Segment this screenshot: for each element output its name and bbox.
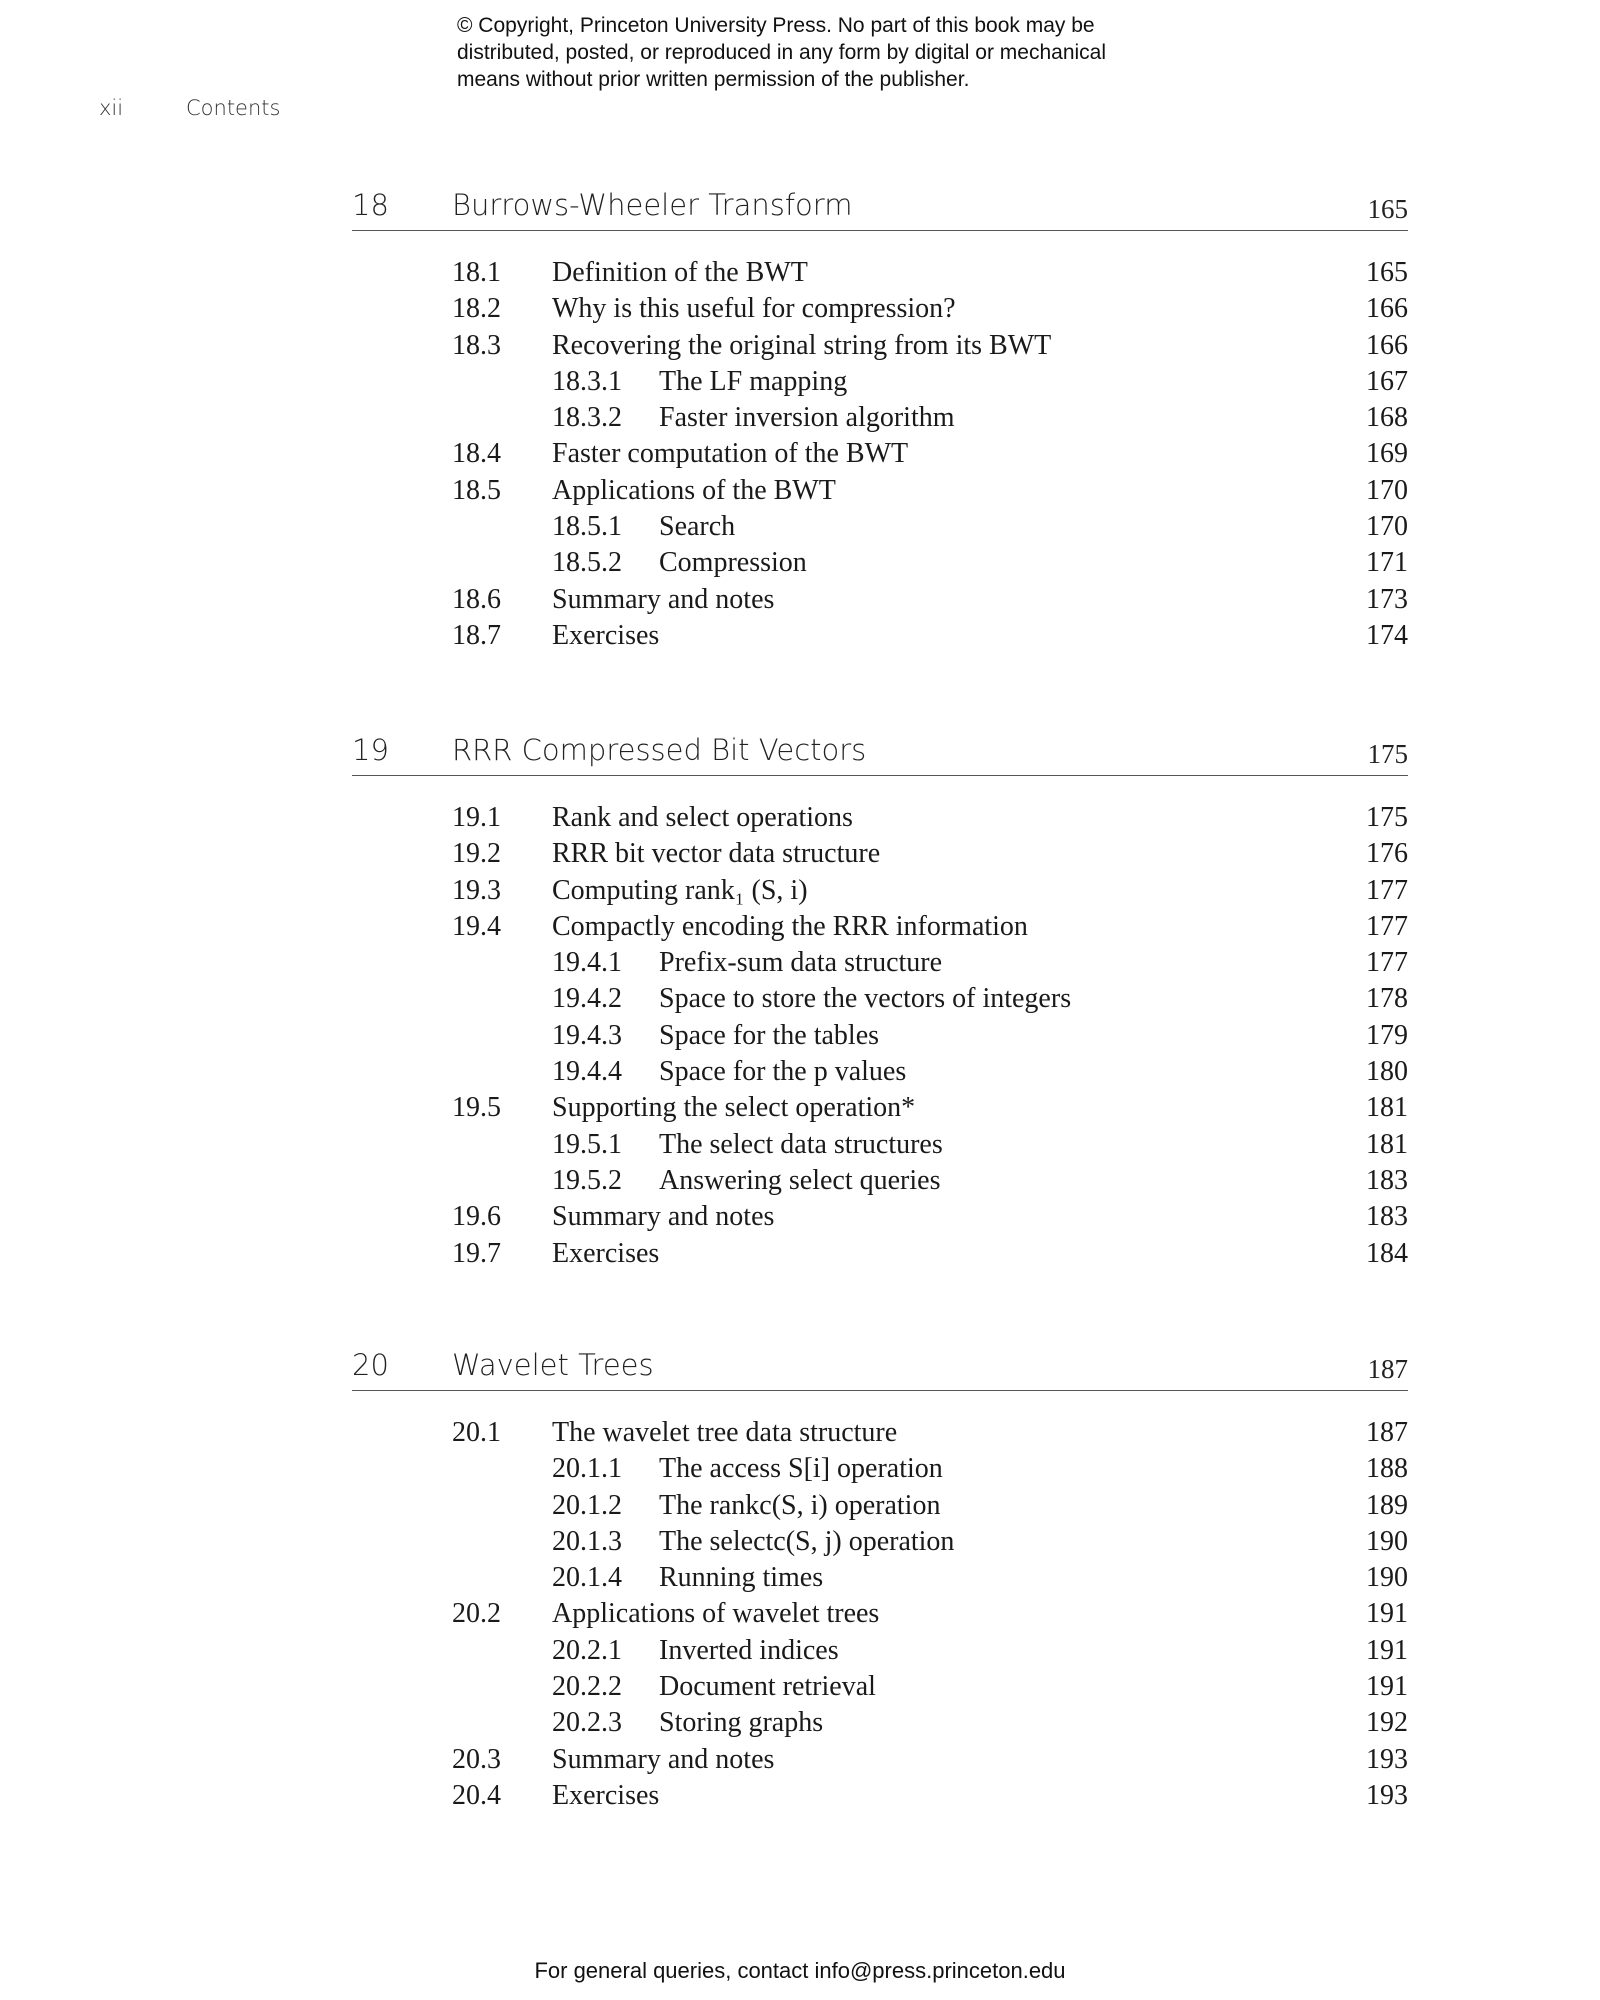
subsection-entry[interactable] (352, 364, 1408, 400)
subsection-entry[interactable] (352, 400, 1408, 436)
section-page: 183 (1366, 1164, 1408, 1196)
copyright-line: distributed, posted, or reproduced in any form by digital or mechanical (457, 41, 1107, 64)
section-number: 18.5.2 (552, 547, 622, 579)
section-number: 18.1 (452, 257, 501, 288)
section-title: Summary and notes (552, 1743, 775, 1775)
section-page: 177 (1366, 947, 1408, 979)
section-number: 19.3 (452, 874, 501, 906)
section-title: Inverted indices (659, 1634, 839, 1666)
subsection-entry[interactable] (352, 1127, 1408, 1163)
subsection-entry[interactable] (352, 945, 1408, 981)
section-page: 166 (1366, 329, 1408, 361)
section-page: 181 (1366, 1128, 1408, 1160)
section-page: 171 (1366, 547, 1408, 579)
section-title: Applications of the BWT (552, 474, 836, 506)
chapter-heading[interactable] (352, 1340, 1408, 1391)
section-number: 18.5.1 (552, 511, 622, 543)
section-number: 19.4.3 (552, 1019, 622, 1051)
section-number: 18.3 (452, 329, 501, 361)
section-title: Supporting the select operation* (552, 1092, 916, 1124)
section-entry[interactable] (352, 1742, 1408, 1778)
subsection-entry[interactable] (352, 981, 1408, 1017)
section-page: 170 (1366, 511, 1408, 543)
section-number: 19.4.4 (552, 1056, 622, 1088)
section-number: 20.2.1 (552, 1634, 622, 1666)
section-title: Prefix-sum data structure (659, 947, 943, 979)
section-page: 190 (1366, 1562, 1408, 1594)
subsection-entry[interactable] (352, 1705, 1408, 1741)
section-title: The select data structures (659, 1128, 943, 1160)
section-number: 18.6 (452, 583, 501, 615)
section-number: 19.5.2 (552, 1164, 622, 1196)
section-page: 192 (1366, 1707, 1408, 1739)
chapter-20 (352, 1340, 1408, 1814)
section-number: 20.2.3 (552, 1707, 622, 1739)
section-page: 184 (1366, 1237, 1408, 1269)
section-page: 174 (1366, 619, 1408, 651)
section-title: The rankc(S, i) operation (659, 1489, 941, 1521)
subsection-entry[interactable] (352, 1018, 1408, 1054)
section-page: 177 (1366, 910, 1408, 942)
section-entry[interactable] (352, 255, 1408, 291)
chapter-18 (352, 180, 1408, 654)
section-number: 20.1.1 (552, 1453, 622, 1485)
section-number: 20.4 (452, 1779, 501, 1811)
section-page: 165 (1366, 257, 1408, 288)
copyright-notice (457, 12, 1217, 93)
section-number: 18.3.1 (552, 365, 622, 397)
section-title: Applications of wavelet trees (552, 1598, 880, 1630)
chapter-heading[interactable] (352, 725, 1408, 776)
section-title: Computing rank₁ (S, i) (552, 874, 808, 906)
section-page: 191 (1366, 1634, 1408, 1666)
subsection-entry[interactable] (352, 1163, 1408, 1199)
chapter-page: 187 (1367, 1354, 1408, 1384)
chapter-number: 18 (352, 188, 389, 222)
section-entry[interactable] (352, 873, 1408, 909)
subsection-entry[interactable] (352, 545, 1408, 581)
section-page: 180 (1366, 1056, 1408, 1088)
section-entry[interactable] (352, 291, 1408, 327)
section-number: 20.1.4 (552, 1562, 622, 1594)
section-title: Search (659, 511, 736, 543)
section-entry[interactable] (352, 328, 1408, 364)
section-number: 18.3.2 (552, 402, 622, 434)
section-entry[interactable] (352, 1199, 1408, 1235)
section-page: 166 (1366, 293, 1408, 325)
subsection-entry[interactable] (352, 1524, 1408, 1560)
section-entry[interactable] (352, 618, 1408, 654)
section-page: 187 (1366, 1417, 1408, 1448)
section-title: Rank and select operations (552, 802, 853, 833)
section-entry[interactable] (352, 1415, 1408, 1451)
section-page: 190 (1366, 1525, 1408, 1557)
footer-contact: For general queries, contact info@press.princeton.edu (534, 1958, 1066, 1983)
section-number: 20.1 (452, 1417, 501, 1448)
section-title: Summary and notes (552, 583, 775, 615)
section-title: Recovering the original string from its BWT (552, 329, 1052, 361)
subsection-entry[interactable] (352, 1451, 1408, 1487)
section-number: 19.4.2 (552, 983, 622, 1015)
section-number: 20.3 (452, 1743, 501, 1775)
section-page: 193 (1366, 1743, 1408, 1775)
section-title: Definition of the BWT (552, 257, 808, 288)
section-title: Summary and notes (552, 1201, 775, 1233)
section-title: Why is this useful for compression? (552, 293, 956, 325)
section-number: 18.5 (452, 474, 501, 506)
subsection-entry[interactable] (352, 509, 1408, 545)
section-number: 18.4 (452, 438, 501, 470)
section-number: 19.5 (452, 1092, 501, 1124)
section-title: Storing graphs (659, 1707, 824, 1739)
chapter-page: 175 (1367, 739, 1408, 769)
section-title: The access S[i] operation (659, 1453, 943, 1485)
copyright-line: means without prior written permission of the publisher. (457, 68, 970, 91)
section-number: 19.4 (452, 910, 501, 942)
section-page: 191 (1366, 1671, 1408, 1703)
section-title: Running times (659, 1562, 824, 1594)
section-page: 168 (1366, 402, 1408, 434)
section-title: Space for the p values (659, 1056, 907, 1088)
section-page: 179 (1366, 1019, 1408, 1051)
section-page: 169 (1366, 438, 1408, 470)
section-entry[interactable] (352, 436, 1408, 472)
section-title: The selectc(S, j) operation (659, 1525, 955, 1557)
subsection-entry[interactable] (352, 1560, 1408, 1596)
section-list (352, 1415, 1408, 1814)
section-entry[interactable] (352, 1596, 1408, 1632)
section-page: 177 (1366, 874, 1408, 906)
section-number: 19.1 (452, 802, 501, 833)
page-number: xii (99, 96, 124, 120)
chapter-number: 19 (352, 733, 389, 767)
section-number: 19.6 (452, 1201, 501, 1233)
section-number: 20.2.2 (552, 1671, 622, 1703)
subsection-entry[interactable] (352, 1488, 1408, 1524)
section-title: Space for the tables (659, 1019, 880, 1051)
section-number: 19.4.1 (552, 947, 622, 979)
section-number: 20.1.3 (552, 1525, 622, 1557)
section-page: 167 (1366, 365, 1408, 397)
section-entry[interactable] (352, 800, 1408, 836)
chapter-title: Wavelet Trees (452, 1348, 654, 1382)
section-entry[interactable] (352, 836, 1408, 872)
section-page: 170 (1366, 474, 1408, 506)
chapter-title: Burrows-Wheeler Transform (452, 188, 853, 222)
section-title: The LF mapping (659, 365, 848, 397)
section-page: 173 (1366, 583, 1408, 615)
running-title: Contents (186, 96, 281, 120)
chapter-page: 165 (1367, 194, 1408, 224)
section-number: 19.2 (452, 838, 501, 870)
subsection-entry[interactable] (352, 1669, 1408, 1705)
section-number: 20.2 (452, 1598, 501, 1630)
section-title: Answering select queries (659, 1164, 941, 1196)
section-page: 183 (1366, 1201, 1408, 1233)
section-entry[interactable] (352, 582, 1408, 618)
section-entry[interactable] (352, 1090, 1408, 1126)
section-title: Compactly encoding the RRR information (552, 910, 1028, 942)
chapter-number: 20 (352, 1348, 389, 1382)
section-title: RRR bit vector data structure (552, 838, 881, 870)
section-number: 20.1.2 (552, 1489, 622, 1521)
section-title: Exercises (552, 619, 660, 651)
section-page: 178 (1366, 983, 1408, 1015)
section-page: 181 (1366, 1092, 1408, 1124)
section-title: Faster computation of the BWT (552, 438, 909, 470)
section-number: 19.5.1 (552, 1128, 622, 1160)
section-list (352, 255, 1408, 654)
chapter-19 (352, 725, 1408, 1272)
section-page: 175 (1366, 802, 1408, 833)
section-page: 188 (1366, 1453, 1408, 1485)
section-entry[interactable] (352, 909, 1408, 945)
section-entry[interactable] (352, 1778, 1408, 1814)
section-title: Compression (659, 547, 807, 579)
section-title: Exercises (552, 1779, 660, 1811)
subsection-entry[interactable] (352, 1054, 1408, 1090)
section-page: 193 (1366, 1779, 1408, 1811)
copyright-line: © Copyright, Princeton University Press. No part of this book may be (457, 14, 1095, 37)
section-title: Document retrieval (659, 1671, 876, 1703)
section-title: The wavelet tree data structure (552, 1417, 898, 1448)
section-title: Faster inversion algorithm (659, 402, 955, 434)
section-entry[interactable] (352, 1236, 1408, 1272)
section-page: 189 (1366, 1489, 1408, 1521)
chapter-heading[interactable] (352, 180, 1408, 231)
section-title: Exercises (552, 1237, 660, 1269)
section-number: 18.2 (452, 293, 501, 325)
section-page: 191 (1366, 1598, 1408, 1630)
section-number: 19.7 (452, 1237, 501, 1269)
section-title: Space to store the vectors of integers (659, 983, 1072, 1015)
running-head (99, 96, 281, 120)
subsection-entry[interactable] (352, 1633, 1408, 1669)
section-list (352, 800, 1408, 1272)
section-number: 18.7 (452, 619, 501, 651)
section-page: 176 (1366, 838, 1408, 870)
section-entry[interactable] (352, 473, 1408, 509)
chapter-title: RRR Compressed Bit Vectors (452, 733, 867, 767)
